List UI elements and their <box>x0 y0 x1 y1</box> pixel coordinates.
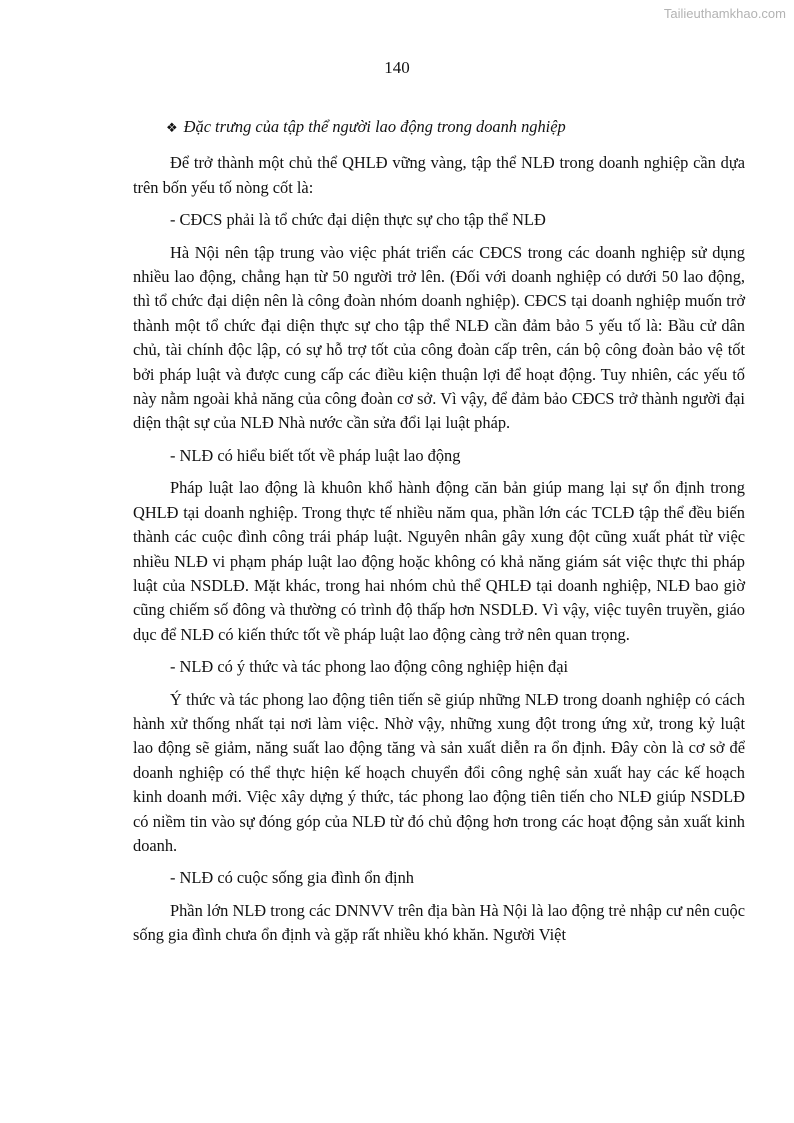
factor-2-title: - NLĐ có hiểu biết tốt về pháp luật lao động <box>170 445 461 465</box>
page-body <box>133 115 745 956</box>
section-heading-text: Đặc trưng của tập thể người lao động trong doanh nghiệp <box>183 117 566 136</box>
factor-4-body: Phần lớn NLĐ trong các DNNVV trên địa bàn Hà Nội là lao động trẻ nhập cư nên cuộc sống gia đình chưa ổn định và gặp rất nhiều khó khăn. Người Việt <box>133 900 745 945</box>
section-heading <box>133 115 745 141</box>
factor-3-body: Ý thức và tác phong lao động tiên tiến sẽ giúp những NLĐ trong doanh nghiệp có cách hành xử thống nhất tại nơi làm việc. Nhờ vậy, những xung đột trong ứng xử, trong kỷ luật lao động sẽ giảm, năng suất lao động tăng và sản xuất diễn ra ổn định. Đây còn là cơ sở để doanh nghiệp có thể thực hiện kế hoạch chuyển đổi công nghệ sản xuất hay các kế hoạch kinh doanh mới. Việc xây dựng ý thức, tác phong lao động tiên tiến cho NLĐ giúp NSDLĐ có niềm tin vào sự đóng góp của NLĐ từ đó chủ động hơn trong các hoạt động sản xuất kinh doanh. <box>133 689 745 855</box>
factor-3-title: - NLĐ có ý thức và tác phong lao động công nghiệp hiện đại <box>170 657 569 677</box>
factor-1-title: - CĐCS phải là tổ chức đại diện thực sự cho tập thể NLĐ <box>170 210 546 230</box>
factor-1-body: Hà Nội nên tập trung vào việc phát triển các CĐCS trong các doanh nghiệp sử dụng nhiều lao động, chẳng hạn từ 50 người trở lên. (Đối với doanh nghiệp có dưới 50 lao động, thì tổ chức đại diện nên là công đoàn nhóm doanh nghiệp). CĐCS tại doanh nghiệp muốn trở thành một tổ chức đại diện thực sự cho tập thể NLĐ cần đảm bảo 5 yếu tố là: Bầu cử dân chủ, tài chính độc lập, có sự hỗ trợ tốt của công đoàn cấp trên, cán bộ công đoàn bảo vệ tốt bởi pháp luật và được cung cấp các điều kiện thuận lợi để hoạt động. Tuy nhiên, các yếu tố này nằm ngoài khả năng của công đoàn cơ sở. Vì vậy, để đảm bảo CĐCS trở thành người đại diện thật sự của NLĐ Nhà nước cần sửa đổi lại luật pháp. <box>133 242 745 433</box>
factor-2-body: Pháp luật lao động là khuôn khổ hành động căn bản giúp mang lại sự ổn định trong QHLĐ tại doanh nghiệp. Trong thực tế nhiều năm qua, phần lớn các TCLĐ tập thể đều biến thành các cuộc đình công trái pháp luật. Nguyên nhân gây xung đột cũng xuất phát từ việc nhiều NLĐ vi phạm pháp luật lao động hoặc không có khả năng giám sát việc thực thi pháp luật của NSDLĐ. Mặt khác, trong hai nhóm chủ thể QHLĐ tại doanh nghiệp, NLĐ bao giờ cũng chiếm số đông và thường có trình độ thấp hơn NSDLĐ. Vì vậy, việc tuyên truyền, giáo dục để NLĐ có kiến thức tốt về pháp luật lao động càng trở nên quan trọng. <box>133 478 745 644</box>
factor-4-title: - NLĐ có cuộc sống gia đình ổn định <box>170 868 414 888</box>
watermark: Tailieuthamkhao.com <box>663 6 786 21</box>
intro-paragraph: Để trở thành một chủ thể QHLĐ vững vàng, tập thể NLĐ trong doanh nghiệp cần dựa trên bốn yếu tố nòng cốt là: <box>133 153 745 197</box>
page-number: 140 <box>384 58 410 77</box>
diamond-bullet-icon: ❖ <box>166 121 178 136</box>
